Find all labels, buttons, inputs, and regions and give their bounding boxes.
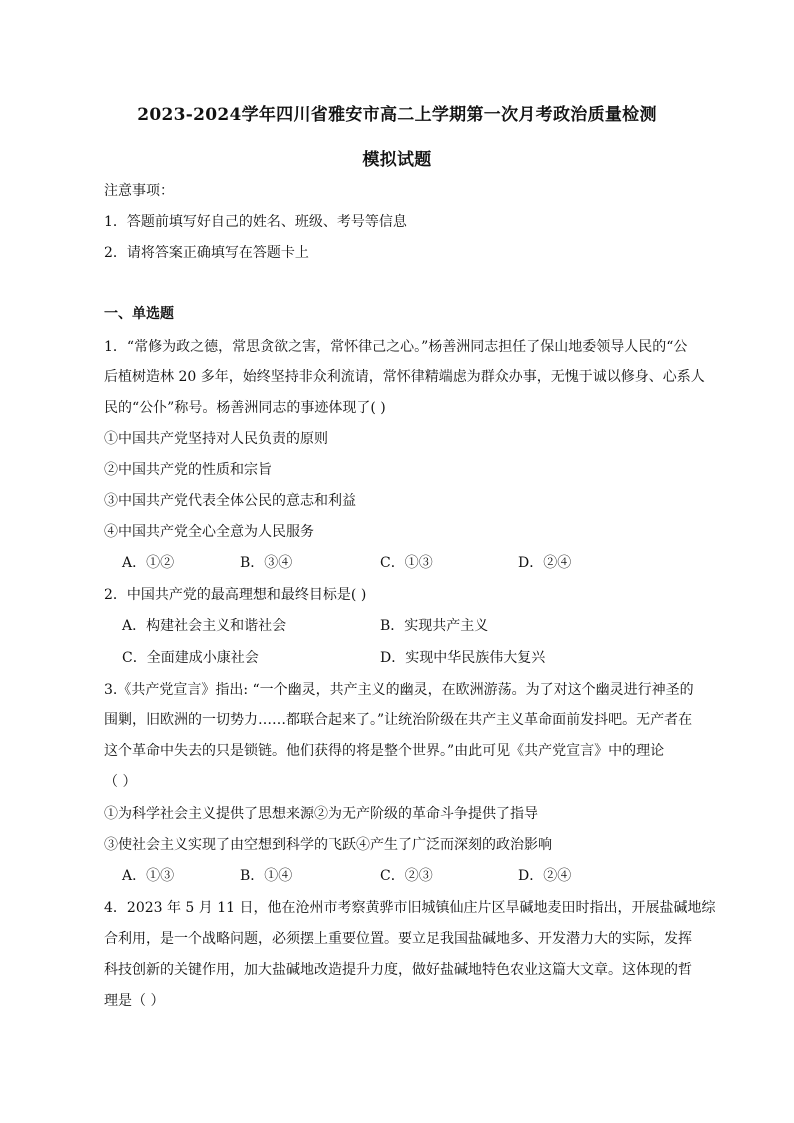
- document-title-line-2: 模拟试题: [362, 150, 432, 170]
- document-title-line-1: 2023-2024学年四川省雅安市高二上学期第一次月考政治质量检测: [137, 105, 657, 125]
- question-4-text: 4．2023 年 5 月 11 日，他在沧州市考察黄骅市旧城镇仙庄片区旱碱地麦田时指出，开展盐碱地综: [104, 900, 716, 916]
- question-1-text: 后植树造林 20 多年，始终坚持非众利流请，常怀律精端虑为群众办事，无愧于诚以修身、心系人: [104, 369, 705, 385]
- question-4-text: 理是（ ）: [104, 993, 165, 1009]
- question-2-option-b: B．实现共产主义: [380, 618, 489, 634]
- question-2-option-c: C．全面建成小康社会: [122, 650, 259, 666]
- question-1-statement: ②中国共产党的性质和宗旨: [104, 462, 272, 478]
- question-3-option-b: B．①④: [240, 868, 293, 884]
- notice-item: 1．答题前填写好自己的姓名、班级、考号等信息: [104, 214, 407, 230]
- question-1-statement: ④中国共产党全心全意为人民服务: [104, 524, 314, 540]
- question-3-text: （ ）: [104, 774, 137, 790]
- question-3-option-a: A．①③: [122, 868, 175, 884]
- question-3-text: 这个革命中失去的只是锁链。他们获得的将是整个世界。”由此可见《共产党宣言》中的理论: [104, 743, 665, 759]
- question-3-statement: ③使社会主义实现了由空想到科学的飞跃④产生了广泛而深刻的政治影响: [104, 837, 552, 853]
- section-heading: 一、单选题: [104, 306, 174, 322]
- question-1-statement: ①中国共产党坚持对人民负责的原则: [104, 431, 328, 447]
- question-1-option-a: A．①②: [122, 555, 175, 571]
- question-2-option-d: D．实现中华民族伟大复兴: [380, 650, 546, 666]
- question-4-text: 合利用，是一个战略问题，必须摆上重要位置。要立足我国盐碱地多、开发潜力大的实际，发挥: [104, 931, 692, 947]
- question-1-option-c: C．①③: [380, 555, 433, 571]
- question-2-option-a: A．构建社会主义和谐社会: [122, 618, 287, 634]
- question-1-option-d: D．②④: [518, 555, 572, 571]
- question-3-option-d: D．②④: [518, 868, 572, 884]
- question-3-statement: ①为科学社会主义提供了思想来源②为无产阶级的革命斗争提供了指导: [104, 806, 538, 822]
- question-1-option-b: B．③④: [240, 555, 293, 571]
- question-1-statement: ③中国共产党代表全体公民的意志和利益: [104, 493, 356, 509]
- question-2-text: 2．中国共产党的最高理想和最终目标是( ): [104, 587, 367, 603]
- question-4-text: 科技创新的关键作用，加大盐碱地改造提升力度，做好盐碱地特色农业这篇大文章。这体现的哲: [104, 962, 692, 978]
- question-3-text: 围剿，旧欧洲的一切势力……都联合起来了。”让统治阶级在共产主义革命面前发抖吧。无产者在: [104, 712, 693, 728]
- question-1-text: 民的“公仆”称号。杨善洲同志的事迹体现了( ): [104, 400, 386, 416]
- question-1-text: 1．“常修为政之德，常思贪欲之害，常怀律己之心。”杨善洲同志担任了保山地委领导人民的“公: [104, 339, 688, 355]
- notice-item: 2．请将答案正确填写在答题卡上: [104, 245, 309, 261]
- notice-heading: 注意事项：: [104, 183, 174, 199]
- question-3-text: 3.《共产党宣言》指出: “一个幽灵，共产主义的幽灵，在欧洲游荡。为了对这个幽灵进行神圣的: [104, 682, 694, 698]
- question-3-option-c: C．②③: [380, 868, 433, 884]
